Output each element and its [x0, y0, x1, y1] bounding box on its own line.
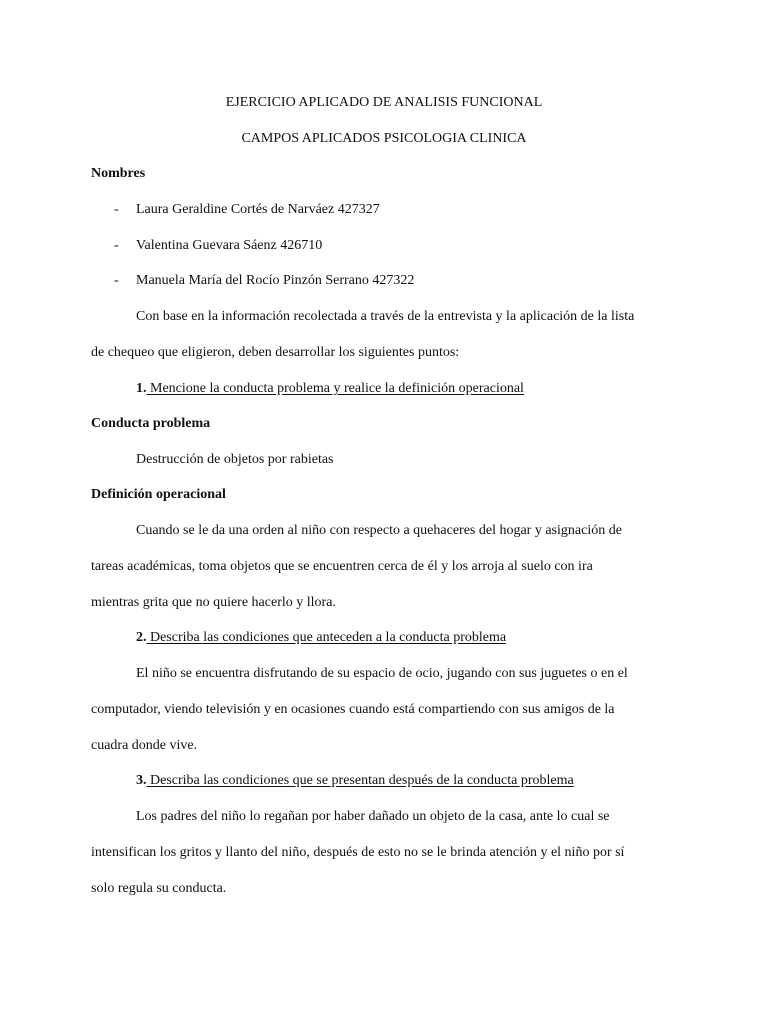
question-text: Describa las condiciones que anteceden a la conducta problema: [146, 630, 507, 645]
paragraph-line: computador, viendo televisión y en ocasiones cuando está compartiendo con sus amigos de la: [91, 702, 615, 717]
document-subtitle: CAMPOS APLICADOS PSICOLOGIA CLINICA: [241, 131, 527, 146]
document-title: EJERCICIO APLICADO DE ANALISIS FUNCIONAL: [225, 95, 543, 110]
paragraph-line: cuadra donde vive.: [91, 738, 198, 753]
intro-line: Con base en la información recolectada a través de la entrevista y la aplicación de la lista: [136, 309, 635, 324]
conducta-heading: Conducta problema: [91, 416, 211, 431]
names-heading: Nombres: [91, 166, 146, 181]
paragraph-line: tareas académicas, toma objetos que se encuentren cerca de él y los arroja al suelo con ira: [91, 559, 593, 574]
question-number: 2.: [136, 630, 147, 645]
paragraph-line: Los padres del niño lo regañan por haber dañado un objeto de la casa, ante lo cual se: [136, 809, 610, 824]
question-2: [136, 631, 506, 645]
list-item: Valentina Guevara Sáenz 426710: [136, 238, 323, 253]
paragraph-line: mientras grita que no quiere hacerlo y llora.: [91, 595, 336, 610]
question-number: 1.: [136, 381, 147, 396]
list-bullet: -: [114, 238, 119, 253]
intro-line: de chequeo que eligieron, deben desarrollar los siguientes puntos:: [91, 345, 460, 360]
list-item: Manuela María del Rocío Pinzón Serrano 427322: [136, 273, 415, 288]
paragraph-line: solo regula su conducta.: [91, 881, 227, 896]
conducta-text: Destrucción de objetos por rabietas: [136, 452, 334, 467]
question-number: 3.: [136, 773, 147, 788]
question-text: Mencione la conducta problema y realice la definición operacional: [146, 381, 524, 396]
question-text: Describa las condiciones que se presentan después de la conducta problema: [146, 773, 574, 788]
list-bullet: -: [114, 202, 119, 217]
paragraph-line: El niño se encuentra disfrutando de su espacio de ocio, jugando con sus juguetes o en el: [136, 666, 628, 681]
list-item: Laura Geraldine Cortés de Narváez 427327: [136, 202, 380, 217]
question-3: [136, 774, 574, 788]
paragraph-line: intensifican los gritos y llanto del niño, después de esto no se le brinda atención y el niño por sí: [91, 845, 625, 860]
list-bullet: -: [114, 273, 119, 288]
paragraph-line: Cuando se le da una orden al niño con respecto a quehaceres del hogar y asignación de: [136, 523, 622, 538]
definicion-heading: Definición operacional: [91, 487, 226, 502]
question-1: [136, 382, 524, 396]
